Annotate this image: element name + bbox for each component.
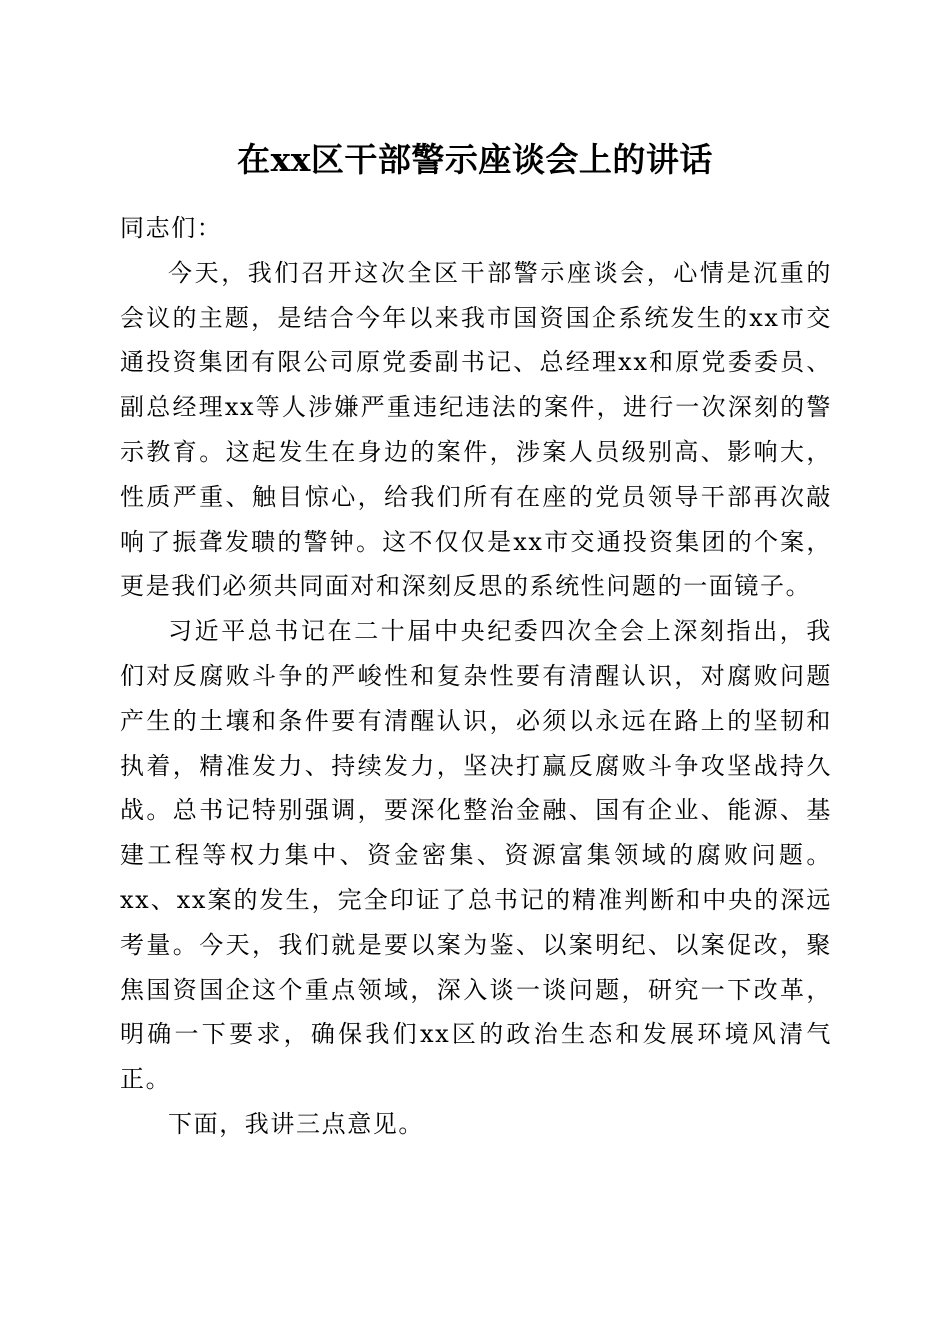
- speech-body: [120, 206, 832, 1147]
- paragraph-2: 习近平总书记在二十届中央纪委四次全会上深刻指出，我们对反腐败斗争的严峻性和复杂性要有清醒认识，对腐败问题产生的土壤和条件要有清醒认识，必须以永远在路上的坚韧和执着，精准发力、持续发力，坚决打赢反腐败斗争攻坚战持久战。总书记特别强调，要深化整治金融、国有企业、能源、基建工程等权力集中、资金密集、资源富集领域的腐败问题。xx、xx案的发生，完全印证了总书记的精准判断和中央的深远考量。今天，我们就是要以案为鉴、以案明纪、以案促改，聚焦国资国企这个重点领域，深入谈一谈问题，研究一下改革，明确一下要求，确保我们xx区的政治生态和发展环境风清气正。: [120, 617, 832, 1094]
- paragraph-3: 下面，我讲三点意见。: [168, 1109, 424, 1138]
- paragraph-1: 今天，我们召开这次全区干部警示座谈会，心情是沉重的会议的主题，是结合今年以来我市国资国企系统发生的xx市交通投资集团有限公司原党委副书记、总经理xx和原党委委员、副总经理xx等人涉嫌严重违纪违法的案件，进行一次深刻的警示教育。这起发生在身边的案件，涉案人员级别高、影响大，性质严重、触目惊心，给我们所有在座的党员领导干部再次敲响了振聋发聩的警钟。这不仅仅是xx市交通投资集团的个案，更是我们必须共同面对和深刻反思的系统性问题的一面镜子。: [120, 258, 832, 601]
- salutation: 同志们：: [120, 214, 223, 242]
- page-title: 在xx区干部警示座谈会上的讲话: [237, 140, 713, 179]
